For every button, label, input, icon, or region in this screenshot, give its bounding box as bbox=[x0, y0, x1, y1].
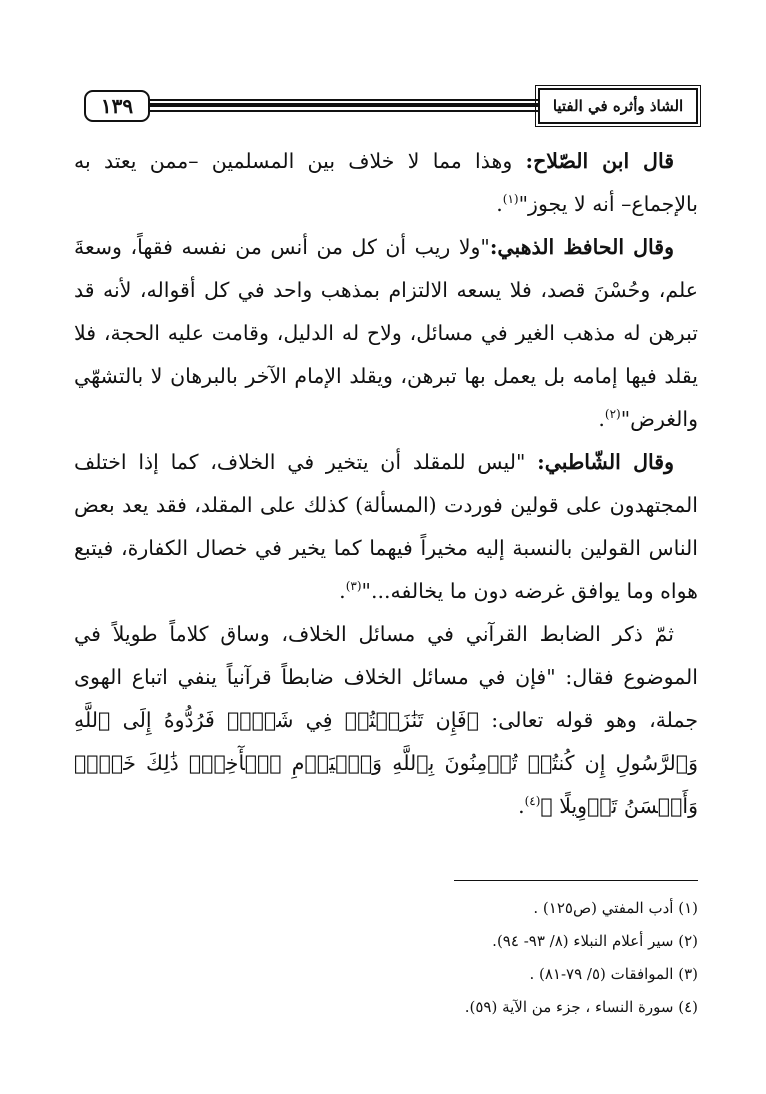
footnote-separator bbox=[454, 880, 698, 881]
paragraph-quranic-rule: ثمّ ذكر الضابط القرآني في مسائل الخلاف، وساق كلاماً طويلاً في الموضوع فقال: "فإن في مسائل الخلاف ضابطاً قرآنياً ينفي اتباع الهوى جملة، وهو قوله تعالى: ﴿فَإِن تَنَٰزَعۡتُمۡ فِي شَيۡءٖ فَرُدُّوهُ إِلَى ٱللَّهِ وَٱلرَّسُولِ إِن كُنتُمۡ تُؤۡمِنُونَ بِٱللَّهِ وَٱلۡيَوۡمِ ٱلۡأٓخِرِۚ ذَٰلِكَ خَيۡرٞ وَأَحۡسَنُ تَأۡوِيلًا ﴾$^{(٤)}$. bbox=[74, 622, 698, 818]
page-number-box bbox=[84, 90, 150, 122]
paragraph-dhahabi: وقال الحافظ الذهبي:"ولا ريب أن كل من أنس من نفسه فقهاً، وسعةَ علم، وحُسْنَ قصد، فلا يسعه الالتزام بمذهب واحد في كل أقواله، لأنه قد تبرهن له مذهب الغير في مسائل، ولاح له الدليل، وقامت عليه الحجة، فلا يقلد فيها إمامه بل يعمل بها تبرهن، ويقلد الإمام الآخر بالبرهان لا بالتشهّي والغرض"$^{(٢)}$. bbox=[74, 235, 698, 431]
footnote-ref[interactable]: (٤) bbox=[524, 794, 541, 809]
paragraph-text: وهذا مما لا خلاف بين المسلمين –ممن يعتد به بالإجماع– أنه لا يجوز" bbox=[74, 149, 698, 216]
paragraph-text: "ولا ريب أن كل من أنس من نفسه فقهاً، وسعةَ علم، وحُسْنَ قصد، فلا يسعه الالتزام بمذهب واحد في كل أقواله، لأنه قد تبرهن له مذهب الغير في مسائل، ولاح له الدليل، وقامت عليه الحجة، فلا يقلد فيها إمامه بل يعمل بها تبرهن، ويقلد الإمام الآخر بالبرهان لا بالتشهّي والغرض" bbox=[74, 235, 698, 431]
paragraph-lead: وقال الشّاطبي: bbox=[537, 450, 674, 474]
running-title-box bbox=[538, 88, 698, 124]
footnote-ref[interactable]: (١) bbox=[502, 192, 519, 207]
running-title: الشاذ وأثره في الفتيا bbox=[552, 97, 684, 115]
footnotes bbox=[380, 892, 698, 1024]
page-header bbox=[84, 88, 698, 130]
paragraph-lead: قال ابن الصّلاح: bbox=[525, 149, 674, 173]
footnote-4: (٤) سورة النساء ، جزء من الآية (٥٩). bbox=[464, 998, 698, 1016]
header-rule bbox=[150, 99, 586, 115]
footnote-ref[interactable]: (٣) bbox=[345, 579, 362, 594]
quran-verse: ﴿فَإِن تَنَٰزَعۡتُمۡ فِي شَيۡءٖ فَرُدُّوهُ إِلَى ٱللَّهِ وَٱلرَّسُولِ إِن كُنتُمۡ تُؤۡمِنُونَ بِٱللَّهِ وَٱلۡيَوۡمِ ٱلۡأٓخِرِۚ ذَٰلِكَ خَيۡرٞ وَأَحۡسَنُ تَأۡوِيلًا ﴾ bbox=[74, 708, 698, 818]
footnote-3: (٣) الموافقات (٥/ ٧٩-٨١) . bbox=[529, 965, 698, 983]
paragraph-text: ثمّ ذكر الضابط القرآني في مسائل الخلاف، وساق كلاماً طويلاً في الموضوع فقال: "فإن في مسائل الخلاف ضابطاً قرآنياً ينفي اتباع الهوى جملة، وهو قوله تعالى: bbox=[74, 622, 698, 732]
footnote-2: (٢) سير أعلام النبلاء (٨/ ٩٣- ٩٤). bbox=[492, 932, 698, 950]
paragraph-shatibi: وقال الشّاطبي: "ليس للمقلد أن يتخير في الخلاف، كما إذا اختلف المجتهدون على قولين فوردت (المسألة) كذلك على المقلد، فقد يعد بعض الناس القولين بالنسبة إليه مخيراً فيهما كما يخير في خصال الكفارة، فيتبع هواه وما يوافق غرضه دون ما يخالفه..."$^{(٣)}$. bbox=[74, 450, 698, 603]
page-number: ١٣٩ bbox=[100, 94, 134, 118]
footnote-ref[interactable]: (٢) bbox=[604, 407, 621, 422]
paragraph-text: "ليس للمقلد أن يتخير في الخلاف، كما إذا اختلف المجتهدون على قولين فوردت (المسألة) كذلك على المقلد، فقد يعد بعض الناس القولين بالنسبة إليه مخيراً فيهما كما يخير في خصال الكفارة، فيتبع هواه وما يوافق غرضه دون ما يخالفه..." bbox=[74, 450, 698, 603]
paragraph-lead: وقال الحافظ الذهبي: bbox=[489, 235, 674, 259]
main-text bbox=[74, 140, 698, 828]
paragraph-ibn-salah: قال ابن الصّلاح: وهذا مما لا خلاف بين المسلمين –ممن يعتد به بالإجماع– أنه لا يجوز"$^{(١)}$. bbox=[74, 149, 698, 216]
footnote-1: (١) أدب المفتي (ص١٢٥) . bbox=[533, 899, 698, 917]
